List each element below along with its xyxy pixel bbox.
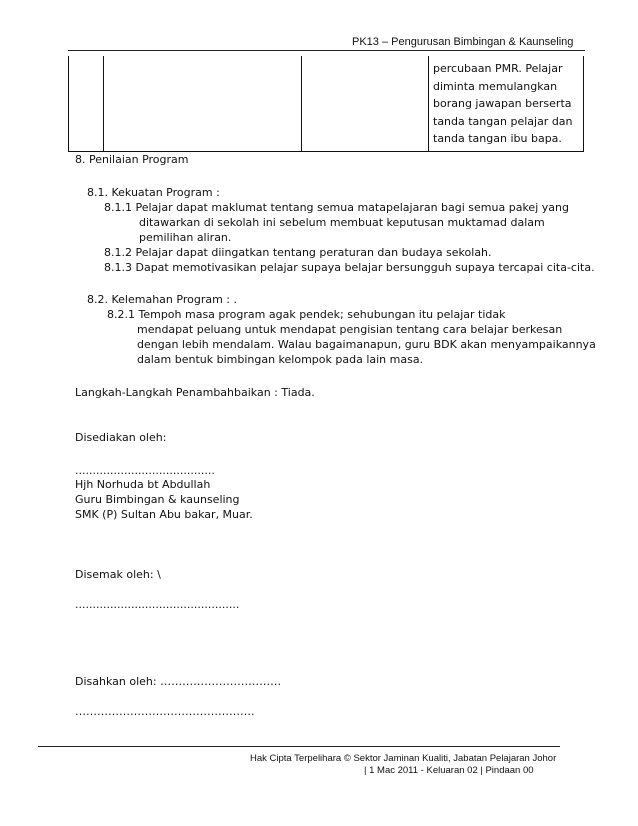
kekuatan-item-812: 8.1.2 Pelajar dapat diingatkan tentang peraturan dan budaya sekolah. xyxy=(104,246,492,259)
kelemahan-heading: 8.2. Kelemahan Program : . xyxy=(87,293,237,306)
disediakan-signature-line: ........................................ xyxy=(75,464,215,477)
page-header: PK13 – Pengurusan Bimbingan & Kaunseling xyxy=(352,36,574,48)
kekuatan-item-811-cont: ditawarkan di sekolah ini sebelum membuat keputusan muktamad dalam xyxy=(139,216,545,229)
disahkan-signature-line: …………………………………………. xyxy=(75,705,255,718)
table-cell-line: borang jawapan berserta xyxy=(433,97,572,110)
kelemahan-item-821-cont: dalam bentuk bimbingan kelompok pada lain masa. xyxy=(137,353,424,366)
langkah-penambahbaikan: Langkah-Langkah Penambahbaikan : Tiada. xyxy=(75,386,315,399)
footer-divider xyxy=(38,746,560,747)
table-column-divider xyxy=(103,56,104,151)
kekuatan-item-811-cont: pemilihan aliran. xyxy=(139,231,232,244)
header-divider xyxy=(68,50,585,51)
footer-version: | 1 Mac 2011 - Keluaran 02 | Pindaan 00 xyxy=(364,765,534,776)
kekuatan-heading: 8.1. Kekuatan Program : xyxy=(87,186,220,199)
footer-copyright: Hak Cipta Terpelihara © Sektor Jaminan Kualiti, Jabatan Pelajaran Johor xyxy=(250,753,557,764)
kekuatan-item-813: 8.1.3 Dapat memotivasikan pelajar supaya belajar bersungguh supaya tercapai cita-cita. xyxy=(104,261,595,274)
kelemahan-item-821: 8.2.1 Tempoh masa program agak pendek; sehubungan itu pelajar tidak xyxy=(107,308,506,321)
preparer-position: Guru Bimbingan & kaunseling xyxy=(75,493,240,506)
program-table-fragment xyxy=(68,56,584,152)
disemak-signature-line: ............................................... xyxy=(75,598,240,611)
disediakan-label: Disediakan oleh: xyxy=(75,431,167,444)
preparer-school: SMK (P) Sultan Abu bakar, Muar. xyxy=(75,508,253,521)
kelemahan-item-821-cont: dengan lebih mendalam. Walau bagaimanapun, guru BDK akan menyampaikannya xyxy=(137,338,596,351)
table-column-divider xyxy=(428,56,429,151)
disemak-label: Disemak oleh: \ xyxy=(75,568,161,581)
kekuatan-item-811: 8.1.1 Pelajar dapat maklumat tentang semua matapelajaran bagi semua pakej yang xyxy=(104,201,569,214)
table-cell-line: percubaan PMR. Pelajar xyxy=(433,62,563,75)
table-cell-line: tanda tangan pelajar dan xyxy=(433,114,573,128)
preparer-name: Hjh Norhuda bt Abdullah xyxy=(75,478,211,491)
section-heading: 8. Penilaian Program xyxy=(75,153,189,166)
table-cell-line: diminta memulangkan xyxy=(433,79,558,93)
kelemahan-item-821-cont: mendapat peluang untuk mendapat pengisian tentang cara belajar berkesan xyxy=(137,323,563,336)
table-column-divider xyxy=(301,56,302,151)
disahkan-label: Disahkan oleh: …………………………… xyxy=(75,675,282,688)
table-cell-line: tanda tangan ibu bapa. xyxy=(433,132,562,145)
table-last-cell xyxy=(433,60,583,148)
